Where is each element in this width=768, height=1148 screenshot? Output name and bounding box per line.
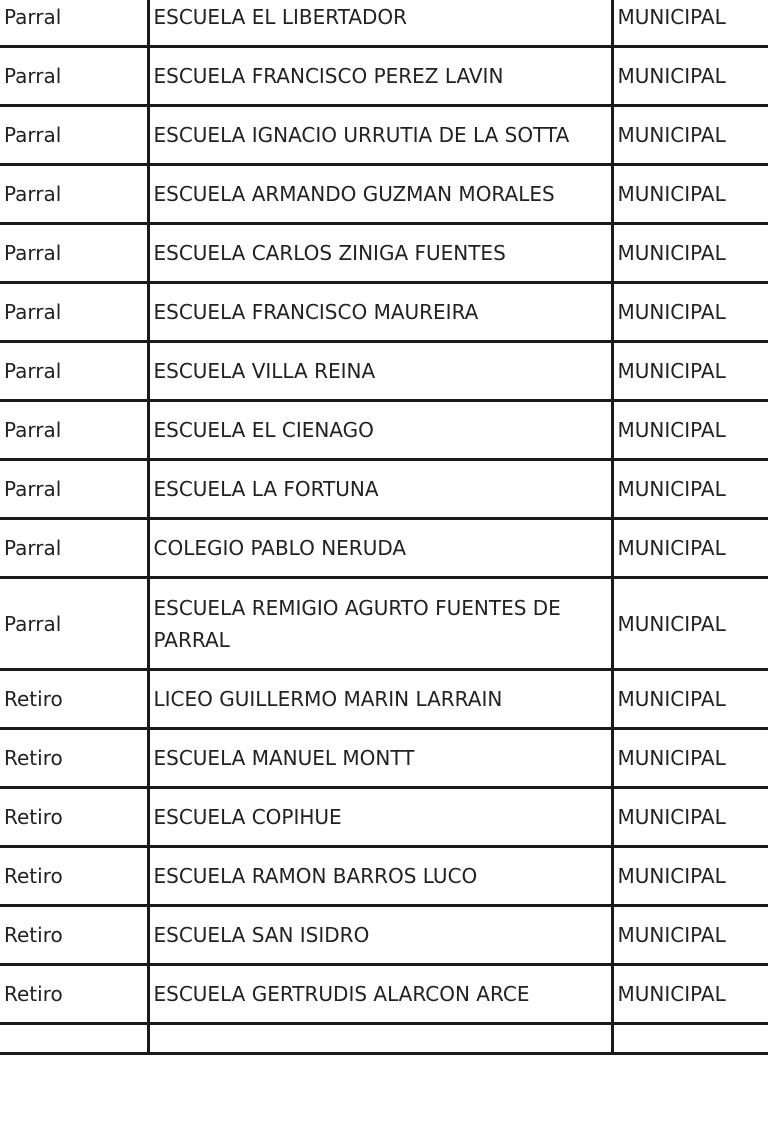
establishment-cell: ESCUELA COPIHUE bbox=[148, 788, 612, 847]
dependency-cell: MUNICIPAL bbox=[612, 47, 768, 106]
comuna-cell: Retiro bbox=[0, 788, 148, 847]
establishment-cell: ESCUELA SAN ISIDRO bbox=[148, 906, 612, 965]
comuna-cell: Parral bbox=[0, 47, 148, 106]
comuna-cell: Parral bbox=[0, 106, 148, 165]
establishment-cell: ESCUELA REMIGIO AGURTO FUENTES DE PARRAL bbox=[148, 578, 612, 670]
comuna-cell: Retiro bbox=[0, 729, 148, 788]
table-row bbox=[0, 460, 768, 519]
table-row bbox=[0, 224, 768, 283]
establishment-cell: ESCUELA GERTRUDIS ALARCON ARCE bbox=[148, 965, 612, 1024]
establishment-cell: ESCUELA VILLA REINA bbox=[148, 342, 612, 401]
dependency-cell: MUNICIPAL bbox=[612, 670, 768, 729]
table-row bbox=[0, 847, 768, 906]
dependency-cell: MUNICIPAL bbox=[612, 729, 768, 788]
comuna-cell: Parral bbox=[0, 578, 148, 670]
comuna-cell: Parral bbox=[0, 342, 148, 401]
dependency-cell: MUNICIPAL bbox=[612, 342, 768, 401]
comuna-cell: Retiro bbox=[0, 847, 148, 906]
dependency-cell: MUNICIPAL bbox=[612, 460, 768, 519]
comuna-cell: Parral bbox=[0, 519, 148, 578]
establishment-cell: ESCUELA EL LIBERTADOR bbox=[148, 0, 612, 47]
table-row bbox=[0, 342, 768, 401]
establishment-cell: COLEGIO PABLO NERUDA bbox=[148, 519, 612, 578]
table-row bbox=[0, 47, 768, 106]
dependency-cell: MUNICIPAL bbox=[612, 283, 768, 342]
comuna-cell-empty bbox=[0, 1024, 148, 1054]
establishment-cell: ESCUELA RAMON BARROS LUCO bbox=[148, 847, 612, 906]
establishment-cell: ESCUELA IGNACIO URRUTIA DE LA SOTTA bbox=[148, 106, 612, 165]
establishment-cell-empty bbox=[148, 1024, 612, 1054]
dependency-cell: MUNICIPAL bbox=[612, 847, 768, 906]
establishment-cell: ESCUELA ARMANDO GUZMAN MORALES bbox=[148, 165, 612, 224]
table-row bbox=[0, 283, 768, 342]
table-row bbox=[0, 729, 768, 788]
establishment-cell: ESCUELA LA FORTUNA bbox=[148, 460, 612, 519]
table-row bbox=[0, 519, 768, 578]
establishment-cell: ESCUELA MANUEL MONTT bbox=[148, 729, 612, 788]
table-row bbox=[0, 401, 768, 460]
comuna-cell: Retiro bbox=[0, 906, 148, 965]
dependency-cell: MUNICIPAL bbox=[612, 519, 768, 578]
comuna-cell: Parral bbox=[0, 0, 148, 47]
table-row bbox=[0, 165, 768, 224]
dependency-cell: MUNICIPAL bbox=[612, 578, 768, 670]
dependency-cell: MUNICIPAL bbox=[612, 788, 768, 847]
establishment-cell: LICEO GUILLERMO MARIN LARRAIN bbox=[148, 670, 612, 729]
establishment-cell: ESCUELA FRANCISCO PEREZ LAVIN bbox=[148, 47, 612, 106]
dependency-cell: MUNICIPAL bbox=[612, 106, 768, 165]
table-row bbox=[0, 0, 768, 47]
table-row bbox=[0, 906, 768, 965]
comuna-cell: Parral bbox=[0, 401, 148, 460]
table-row bbox=[0, 106, 768, 165]
comuna-cell: Parral bbox=[0, 460, 148, 519]
comuna-cell: Parral bbox=[0, 165, 148, 224]
establishment-cell: ESCUELA EL CIENAGO bbox=[148, 401, 612, 460]
table-row bbox=[0, 578, 768, 670]
comuna-cell: Parral bbox=[0, 283, 148, 342]
dependency-cell: MUNICIPAL bbox=[612, 401, 768, 460]
dependency-cell: MUNICIPAL bbox=[612, 0, 768, 47]
table-row bbox=[0, 965, 768, 1024]
table-row-partial bbox=[0, 1024, 768, 1054]
dependency-cell: MUNICIPAL bbox=[612, 906, 768, 965]
dependency-cell: MUNICIPAL bbox=[612, 165, 768, 224]
dependency-cell: MUNICIPAL bbox=[612, 224, 768, 283]
dependency-cell: MUNICIPAL bbox=[612, 965, 768, 1024]
comuna-cell: Retiro bbox=[0, 670, 148, 729]
comuna-cell: Parral bbox=[0, 224, 148, 283]
comuna-cell: Retiro bbox=[0, 965, 148, 1024]
dependency-cell-empty bbox=[612, 1024, 768, 1054]
table-row bbox=[0, 788, 768, 847]
establishment-cell: ESCUELA FRANCISCO MAUREIRA bbox=[148, 283, 612, 342]
table-row bbox=[0, 670, 768, 729]
establishment-cell: ESCUELA CARLOS ZINIGA FUENTES bbox=[148, 224, 612, 283]
